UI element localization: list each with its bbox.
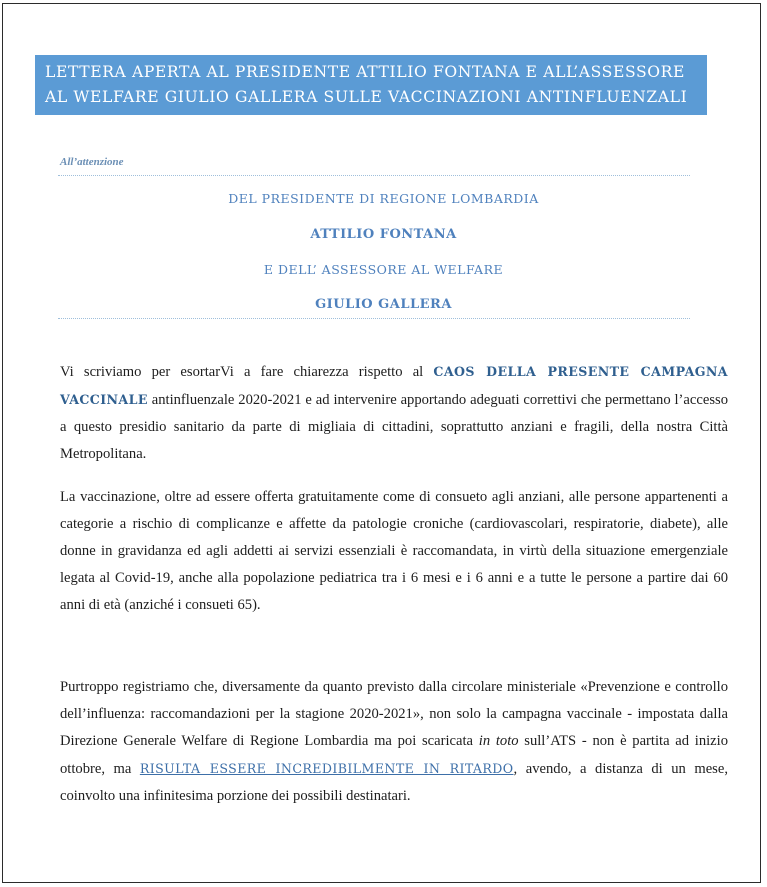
paragraph-3-text-a: Purtroppo registriamo che, diversamente da quanto previsto dalla circolare ministeriale «Prevenzione e controllo dell’influenza: raccomandazioni per la stagione 2020-2021», non solo la campagna vaccinale - impostata dalla Direzione Generale Welfare di Regione Lombardia ma poi scaricata <box>60 679 728 749</box>
paragraph-3-text-c: , avendo, a distanza di un mese, coinvolto una infinitesima porzione dei possibili destinatari. <box>60 761 728 804</box>
paragraph-1-text-a: Vi scriviamo per esortarVi a fare chiarezza rispetto al <box>60 364 434 380</box>
recipient-line-2: ATTILIO FONTANA <box>310 227 457 242</box>
divider-bottom <box>58 318 690 319</box>
paragraph-3 <box>60 674 728 810</box>
divider-top <box>58 175 690 176</box>
paragraph-2 <box>60 484 728 619</box>
highlight-caos-campagna: CAOS DELLA PRESENTE CAMPAGNA VACCINALE <box>60 364 728 407</box>
title-banner <box>35 55 707 115</box>
paragraph-3-text-b: sull’ATS - non è partita ad inizio ottobre, ma <box>60 733 729 777</box>
paragraph-1 <box>60 358 728 468</box>
recipient-line-4: GIULIO GALLERA <box>315 297 452 312</box>
link-risulta-ritardo[interactable]: RISULTA ESSERE INCREDIBILMENTE IN RITARDO <box>139 761 514 776</box>
recipient-line-1: DEL PRESIDENTE DI REGIONE LOMBARDIA <box>228 191 539 206</box>
recipient-line-3: E DELL’ ASSESSORE AL WELFARE <box>263 262 504 277</box>
paragraph-1-text-b: antinfluenzale 2020-2021 e ad intervenire apportando adeguati correttivi che permettano l’accesso a questo presidio sanitario da parte di migliaia di cittadini, soprattutto anziani e fragili, della nostra Città Metropolitana. <box>60 392 728 462</box>
title-line-1: LETTERA APERTA AL PRESIDENTE ATTILIO FONTANA E ALL’ASSESSORE <box>45 63 685 81</box>
attention-label: All’attenzione <box>60 156 124 168</box>
italic-in-toto: in toto <box>478 733 519 749</box>
paragraph-2-text: La vaccinazione, oltre ad essere offerta gratuitamente come di consueto agli anziani, alle persone appartenenti a categorie a rischio di complicanze e affette da patologie croniche (cardiovascolari, respiratorie, diabete), alle donne in gravidanza ed agli addetti ai servizi essenziali è raccomandata, in virtù della situazione emergenziale legata al Covid-19, anche alla popolazione pediatrica tra i 6 mesi e i 6 anni e a tutte le persone a partire dai 60 anni di età (anziché i consueti 65). <box>60 489 728 613</box>
title-line-2: AL WELFARE GIULIO GALLERA SULLE VACCINAZIONI ANTINFLUENZALI <box>45 88 688 106</box>
